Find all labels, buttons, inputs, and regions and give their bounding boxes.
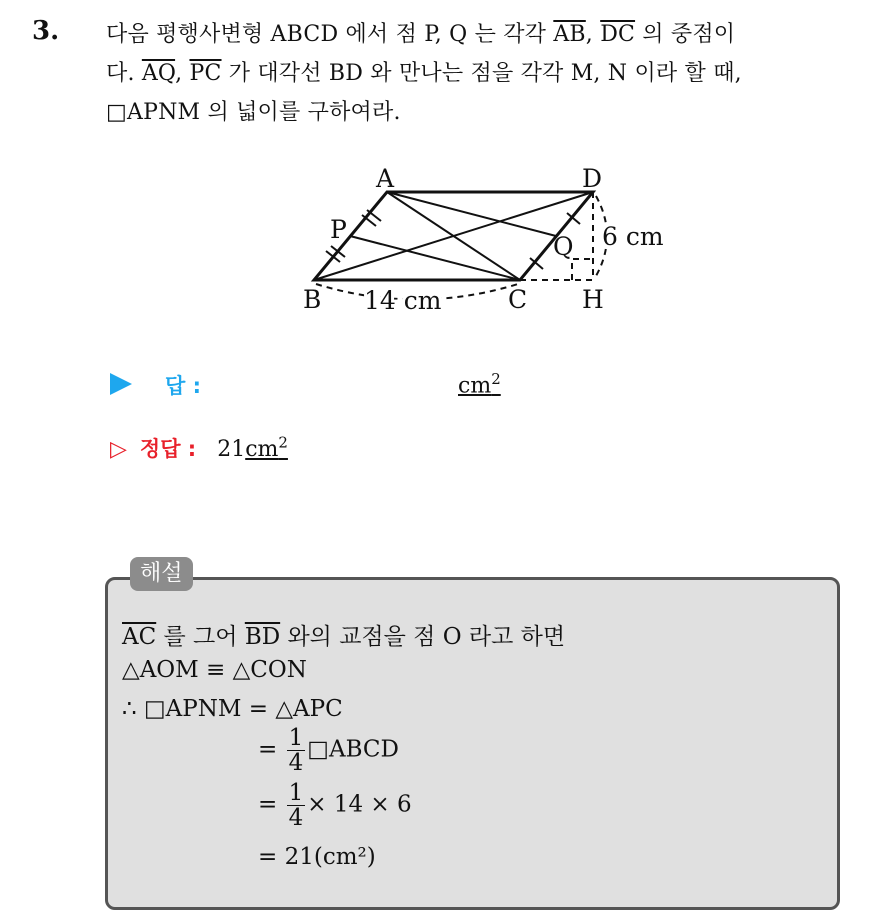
question-line-3: □APNM 의 넓이를 구하여라.: [106, 100, 401, 125]
solution-tag: 해설: [130, 557, 193, 591]
label-d: D: [582, 164, 603, 193]
segment-dc: $\overline{DC}$: [600, 22, 636, 47]
label-p: P: [330, 215, 347, 244]
height-length-label: 6 cm: [602, 222, 664, 251]
question-text: 다음 평행사변형 ABCD 에서 점 P, Q 는 각각: [106, 22, 554, 47]
question-line-1: [106, 17, 735, 48]
label-a: A: [376, 164, 395, 193]
answer-label: 답 :: [165, 374, 201, 398]
question-text: ,: [175, 61, 190, 86]
segment-ab: $\overline{AB}$: [553, 22, 586, 47]
base-length-label: 14 cm: [364, 286, 442, 315]
segment-ac: $\overline{AC}$: [122, 624, 157, 650]
label-b: B: [303, 285, 322, 314]
solution-line-3: ∴ □APNM = △APC: [122, 696, 343, 722]
segment-aq: $\overline{AQ}$: [141, 61, 176, 86]
correct-answer-unit: $cm^2$: [245, 433, 288, 462]
play-icon: [110, 373, 132, 395]
fraction-one-quarter: $\frac{1}{4}$: [288, 780, 304, 832]
answer-unit[interactable]: $cm^2$: [458, 370, 501, 399]
solution-line-5: = $\frac{1}{4}$ × 14 × 6: [258, 780, 412, 832]
correct-answer-label: 정답 :: [139, 437, 197, 461]
question-text: ,: [585, 22, 601, 47]
play-outline-icon: ▷: [110, 437, 127, 462]
solution-line-6: = 21(cm²): [258, 844, 376, 870]
right-angle-mark: [572, 259, 593, 280]
segment-pc: $\overline{PC}$: [189, 61, 222, 86]
question-text: 가 대각선 BD 와 만나는 점을 각각 M, N 이라 할 때,: [221, 61, 742, 86]
solution-line-1: [122, 618, 565, 651]
diagonal-bd: [314, 192, 593, 280]
label-q: Q: [553, 232, 574, 261]
solution-text: 와의 교점을 점 O 라고 하면: [280, 624, 566, 650]
segment-bd: $\overline{BD}$: [244, 624, 281, 650]
question-line-2: [106, 56, 742, 87]
problem-number: 3.: [32, 16, 60, 46]
question-text: 의 중점이: [635, 22, 736, 47]
solution-text: 를 그어: [156, 624, 245, 650]
correct-answer-row: [110, 433, 288, 463]
label-h: H: [582, 285, 604, 314]
solution-line-2: △AOM ≡ △CON: [122, 657, 307, 683]
correct-answer-value: 21: [217, 437, 246, 462]
question-text: 다.: [106, 61, 142, 86]
answer-row: [110, 370, 501, 400]
fraction-one-quarter: $\frac{1}{4}$: [288, 725, 304, 777]
solution-line-4: = $\frac{1}{4}$ □ABCD: [258, 725, 399, 777]
parallelogram-figure: [290, 160, 680, 320]
label-c: C: [508, 285, 528, 314]
